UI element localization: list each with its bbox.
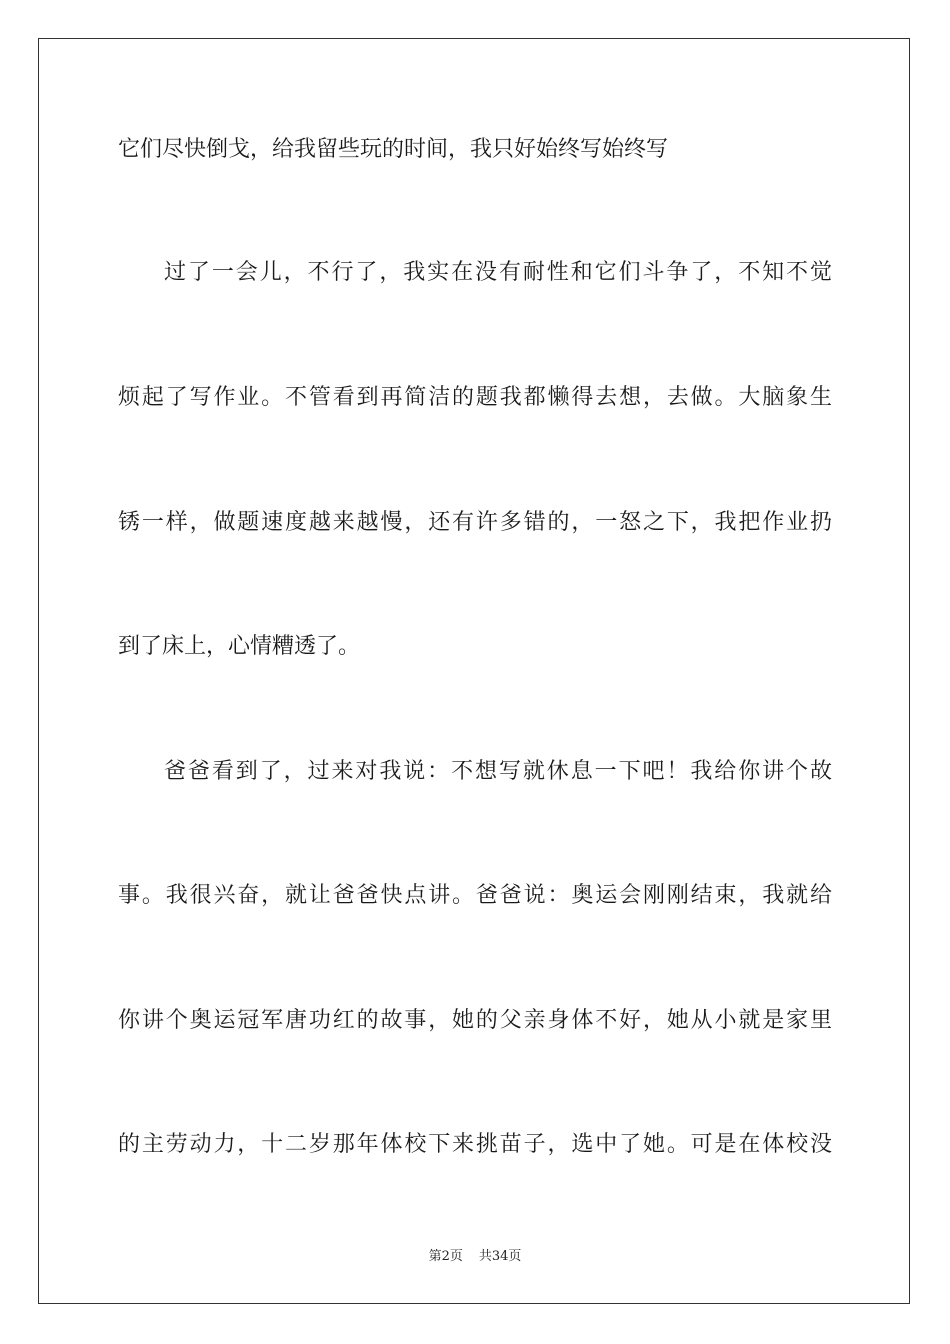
text-line-2: 过了一会儿，不行了，我实在没有耐性和它们斗争了，不知不觉	[164, 260, 832, 285]
page-total: 共34页	[478, 1249, 522, 1264]
text-line-8: 你讲个奥运冠军唐功红的故事，她的父亲身体不好，她从小就是家里	[118, 1008, 832, 1033]
text-line-3: 烦起了写作业。不管看到再简洁的题我都懒得去想，去做。大脑象生	[118, 385, 832, 410]
text-line-1: 它们尽快倒戈，给我留些玩的时间，我只好始终写始终写	[118, 137, 669, 162]
page-footer	[0, 1248, 950, 1266]
text-line-4: 锈一样，做题速度越来越慢，还有许多错的，一怒之下，我把作业扔	[118, 510, 832, 535]
text-line-9: 的主劳动力，十二岁那年体校下来挑苗子，选中了她。可是在体校没	[118, 1132, 832, 1157]
page-border	[38, 38, 910, 1304]
text-line-6: 爸爸看到了，过来对我说：不想写就休息一下吧！我给你讲个故	[164, 759, 832, 784]
page-number: 第2页	[428, 1249, 463, 1264]
text-line-7: 事。我很兴奋，就让爸爸快点讲。爸爸说：奥运会刚刚结束，我就给	[118, 883, 832, 908]
text-line-5: 到了床上，心情糟透了。	[118, 634, 361, 659]
